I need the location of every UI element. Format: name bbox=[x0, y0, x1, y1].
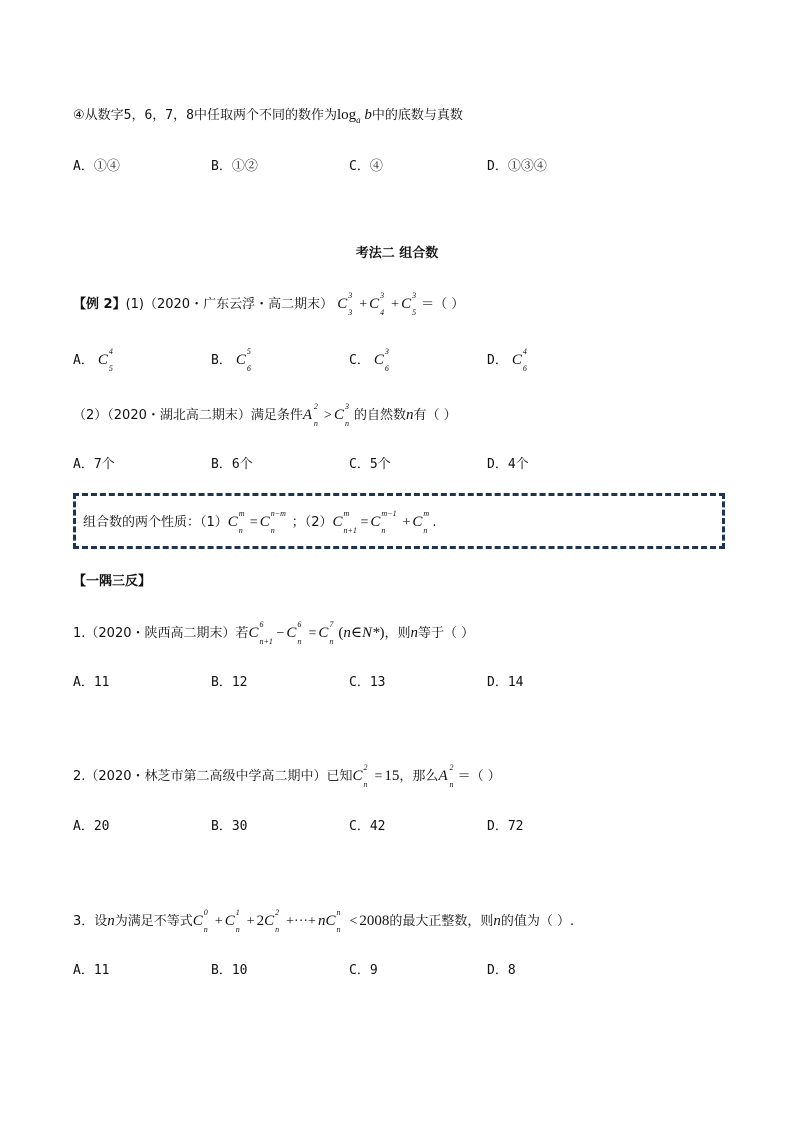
q4-option-a[interactable]: A．①④ bbox=[73, 159, 120, 174]
q4-digits: 5，6，7，8 bbox=[123, 108, 194, 123]
practice3-question: 3．设n为满足不等式C 0 n + C 1 n + 2C 2 n +···+ nC n n < 2008的最大正整数，则n的值为（ ）. bbox=[73, 908, 575, 934]
q4-option-b[interactable]: B．①② bbox=[211, 159, 258, 174]
note-text: 组合数的两个性质：（1）C m n = C n−m n ；（2）C m n+1 = C m−1 n + C m n . bbox=[83, 509, 437, 535]
example2-option-a[interactable]: A． C 4 5 bbox=[73, 347, 113, 373]
q4-mid-text: 中任取两个不同的数作为 bbox=[193, 108, 337, 123]
q4-option-d[interactable]: D．①③④ bbox=[487, 159, 547, 174]
practice3-option-a[interactable]: A．11 bbox=[73, 963, 110, 978]
example-label: 【例 2】 bbox=[73, 297, 126, 312]
example2-part2-option-b[interactable]: B．6个 bbox=[211, 457, 253, 472]
example2-option-b[interactable]: B． C 5 6 bbox=[211, 347, 251, 373]
practice2-question: 2.（2020・林芝市第二高级中学高二期中）已知C 2 n = 15，那么A 2 n ＝（ ） bbox=[73, 763, 501, 789]
q4-end-text: 中的底数与真数 bbox=[371, 108, 463, 123]
q4-statement bbox=[73, 105, 463, 130]
practice-title: 【一隅三反】 bbox=[73, 574, 152, 589]
q4-option-c[interactable]: C．④ bbox=[349, 159, 383, 174]
practice3-option-d[interactable]: D．8 bbox=[487, 963, 516, 978]
example2-part1: 【例 2】(1)（2020・广东云浮・高二期末） C 3 3 + C 3 4 + C 3 5 ＝（ ） bbox=[73, 291, 465, 317]
practice2-option-b[interactable]: B．30 bbox=[211, 819, 248, 834]
practice1-option-c[interactable]: C．13 bbox=[349, 675, 386, 690]
example2-part2-option-d[interactable]: D．4个 bbox=[487, 457, 529, 472]
practice2-option-c[interactable]: C．42 bbox=[349, 819, 386, 834]
example2-part1-source: (1)（2020・广东云浮・高二期末） bbox=[125, 297, 334, 312]
section-title: 考法二 组合数 bbox=[355, 246, 439, 261]
log-expression: $\log_a b$ bbox=[336, 107, 372, 125]
example2-option-c[interactable]: C． C 3 6 bbox=[349, 347, 389, 373]
practice3-option-c[interactable]: C．9 bbox=[349, 963, 378, 978]
practice2-option-a[interactable]: A．20 bbox=[73, 819, 110, 834]
example2-option-d[interactable]: D． C 4 6 bbox=[487, 347, 527, 373]
practice1-option-a[interactable]: A．11 bbox=[73, 675, 110, 690]
example2-part2: （2）（2020・湖北高二期末）满足条件A 2 n > C 3 n 的自然数n有（ ） bbox=[73, 402, 457, 428]
practice1-question: 1.（2020・陕西高二期末）若C 6 n+1 − C 6 n = C 7 n (n∈N*)，则n等于（ ） bbox=[73, 620, 475, 646]
practice1-option-d[interactable]: D．14 bbox=[487, 675, 524, 690]
practice1-option-b[interactable]: B．12 bbox=[211, 675, 248, 690]
practice3-option-b[interactable]: B．10 bbox=[211, 963, 248, 978]
example2-part2-option-c[interactable]: C．5个 bbox=[349, 457, 391, 472]
practice2-option-d[interactable]: D．72 bbox=[487, 819, 524, 834]
q4-item-text: ④从数字 bbox=[73, 108, 124, 123]
example2-part2-option-a[interactable]: A．7个 bbox=[73, 457, 115, 472]
